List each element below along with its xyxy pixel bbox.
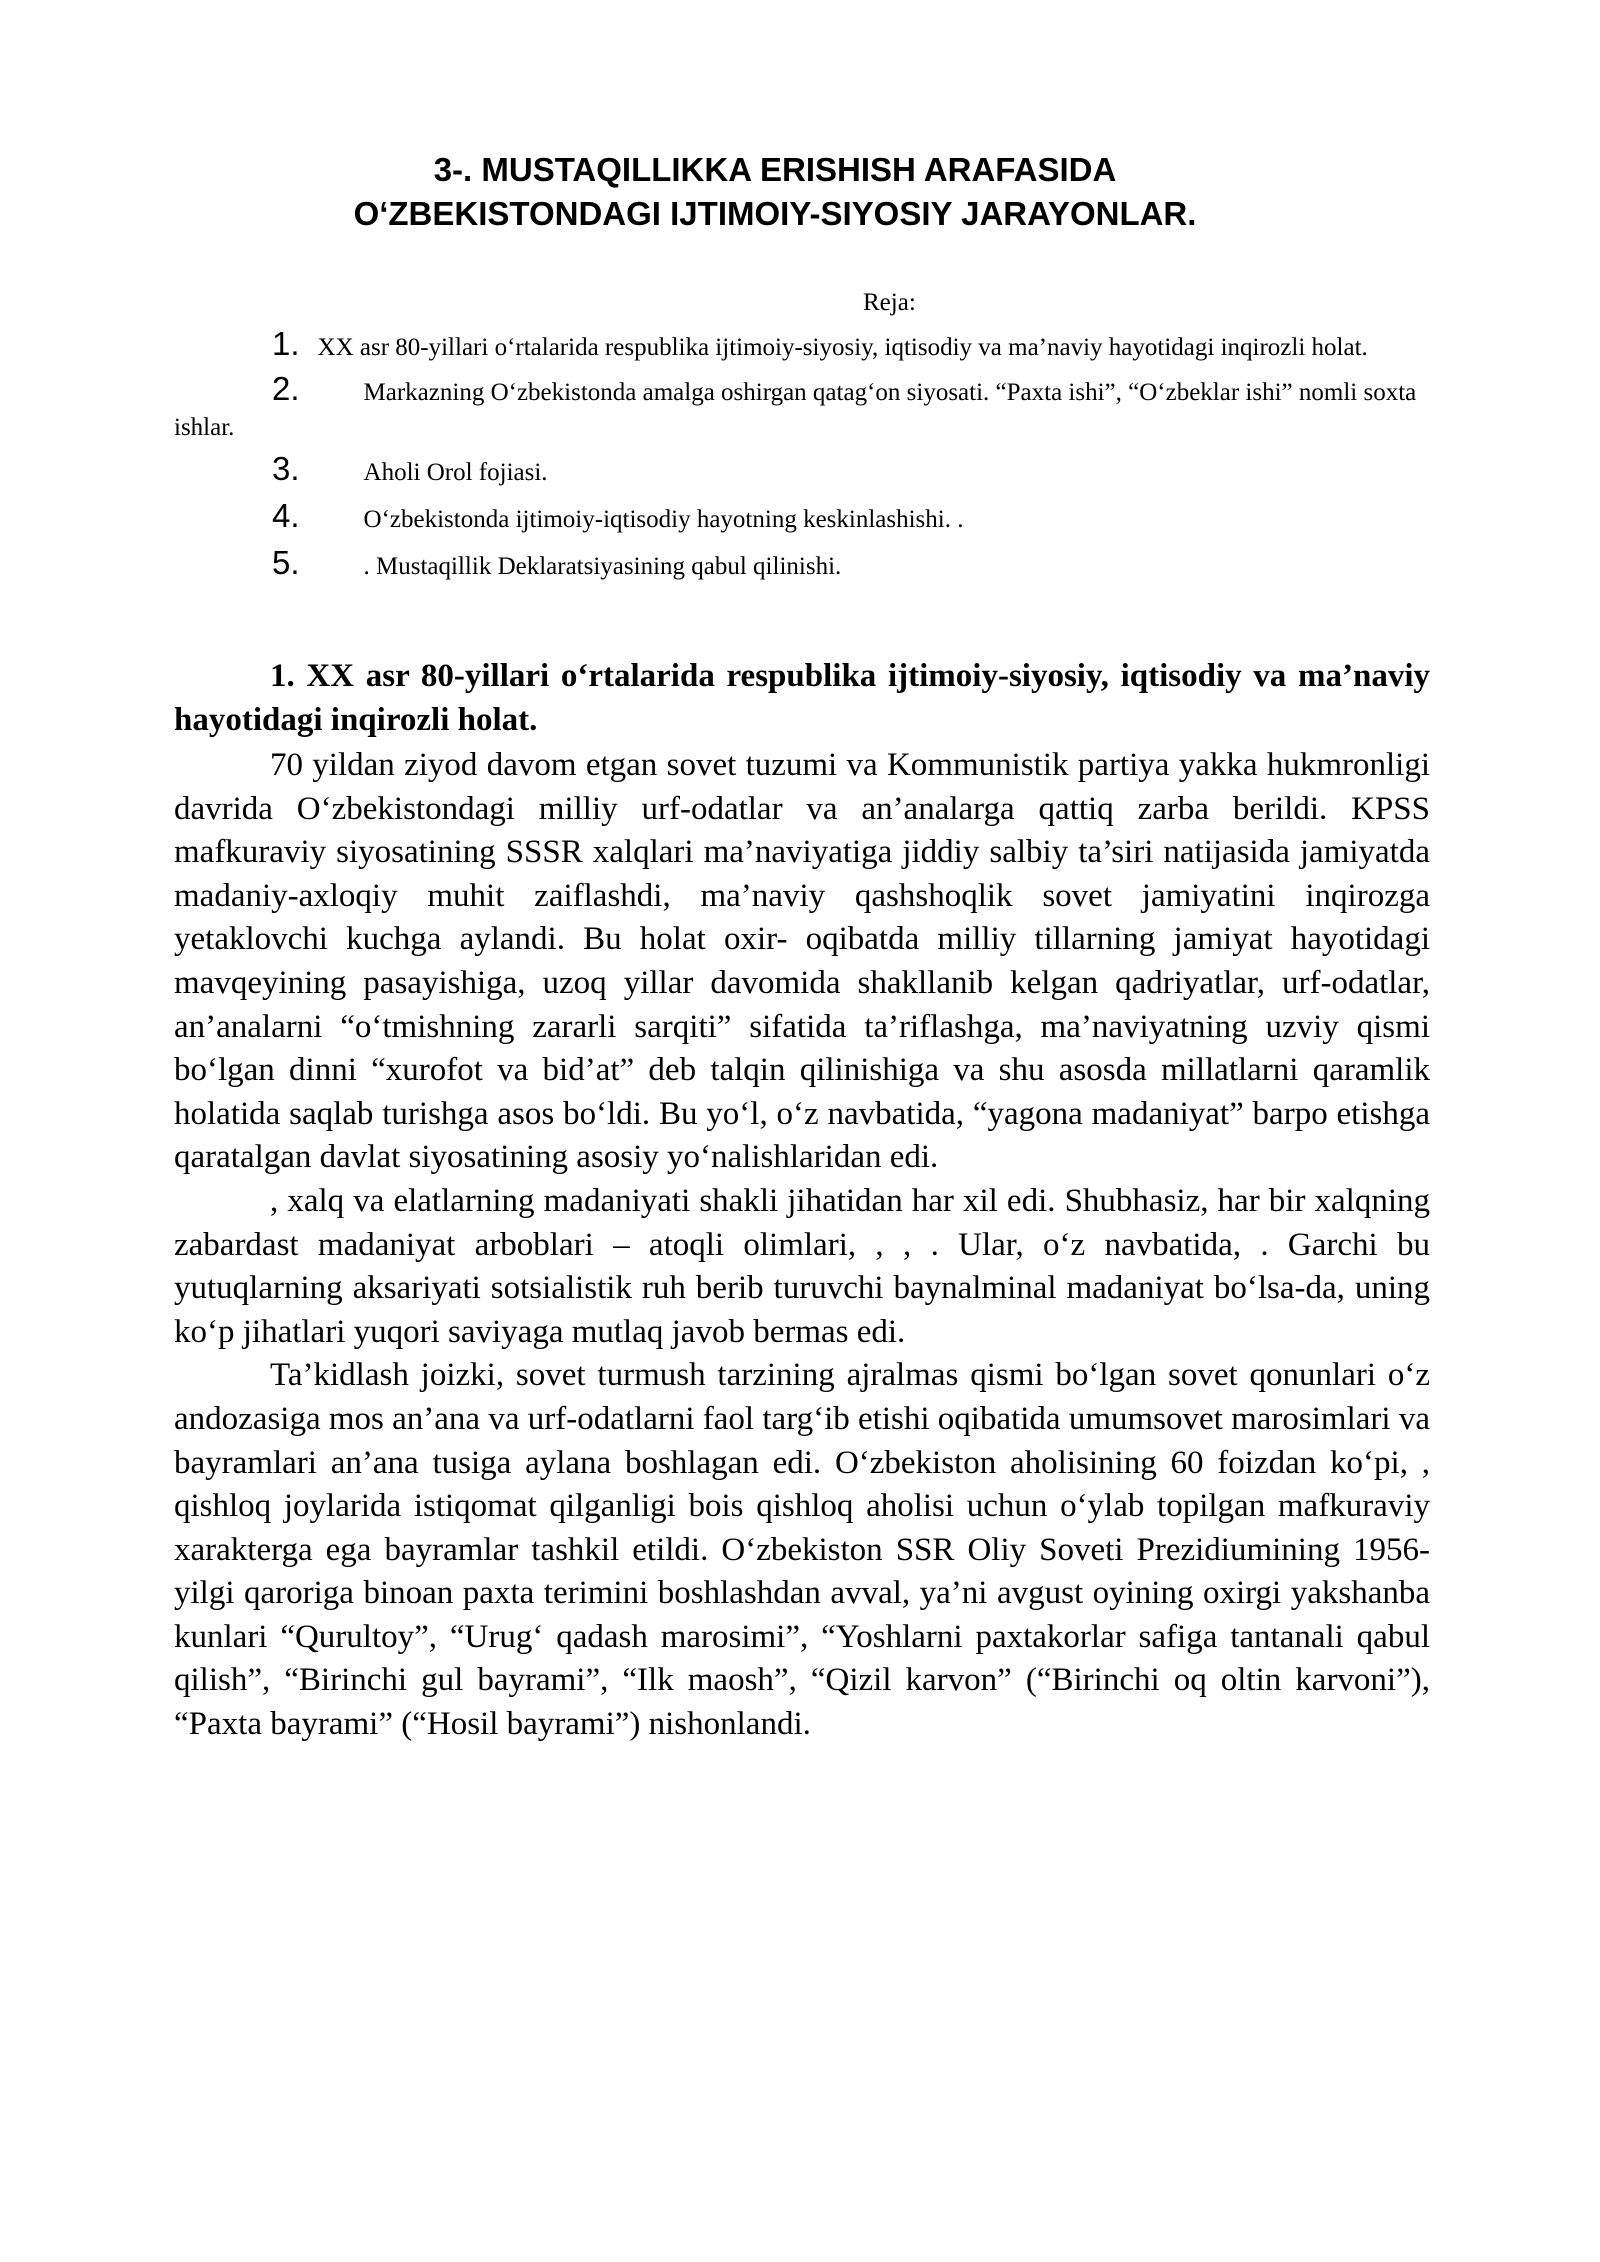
paragraph-3: Ta’kidlash joizki, sovet turmush tarzining ajralmas qismi bo‘lgan sovet qonunlari o‘z andozasiga mos an’ana va urf-odatlarni faol targ‘ib etishi oqibatida umumsovet marosimlari va bayramlari an’ana tusiga aylana boshlagan edi. O‘zbekiston aholisining 60 foizdan ko‘pi, , qishloq joylarida istiqomat qilganligi bois qishloq aholisi uchun o‘ylab topilgan mafkuraviy xarakterga ega bayramlar tashkil etildi. O‘zbekiston SSR Oliy Soveti Prezidiumining 1956-yilgi qaroriga binoan paxta terimini boshlashdan avval, ya’ni avgust oyining oxirgi yakshanba kunlari “Qurultoy”, “Urug‘ qadash marosimi”, “Yoshlarni paxtakorlar safiga tantanali qabul qilish”, “Birinchi gul bayrami”, “Ilk maosh”, “Qizil karvon” (“Birinchi oq oltin karvoni”), “Paxta bayrami” (“Hosil bayrami”) nishonlandi.: [174, 1357, 1430, 1743]
plan-item-text: . Mustaqillik Deklaratsiyasining qabul qilinishi.: [363, 553, 842, 580]
plan-item-number: 5.: [272, 544, 300, 581]
plan-item-number: 1.: [272, 325, 300, 362]
paragraph-2: , xalq va elatlarning madaniyati shakli jihatidan har xil edi. Shubhasiz, har bir xalqning zabardast madaniyat arboblari – atoqli olimlari, , , . Ular, o‘z navbatida, . Garchi bu yutuqlarning aksariyati sotsialistik ruh berib turuvchi baynalminal madaniyat bo‘lsa-da, uning ko‘p jihatlari yuqori saviyaga mutlaq javob bermas edi.: [174, 1182, 1430, 1350]
plan-item-number: 2.: [272, 370, 300, 407]
plan-item-1: [174, 326, 1419, 365]
paragraph-1: 70 yildan ziyod davom etgan sovet tuzumi va Kommunistik partiya yakka hukmronligi davrida O‘zbekistondagi milliy urf-odatlar va an’analarga qattiq zarba berildi. KPSS mafkuraviy siyosatining SSSR xalqlari ma’naviyatiga jiddiy salbiy ta’siri natijasida jamiyatda madaniy-axloqiy muhit zaiflashdi, ma’naviy qashshoqlik sovet jamiyatini inqirozga yetaklovchi kuchga aylandi. Bu holat oxir- oqibatda milliy tillarning jamiyat hayotidagi mavqeyining pasayishiga, uzoq yillar davomida shakllanib kelgan qadriyatlar, urf-odatlar, an’analarni “o‘tmishning zararli sarqiti” sifatida ta’riflashga, ma’naviyatning uzviy qismi bo‘lgan dinni “xurofot va bid’at” deb talqin qilinishiga va shu asosda millatlarni qaramlik holatida saqlab turishga asos bo‘ldi. Bu yo‘l, o‘z navbatida, “yagona madaniyat” barpo etishga qaratalgan davlat siyosatining asosiy yo‘nalishlaridan edi.: [174, 747, 1430, 1176]
plan-label: Reja:: [863, 289, 916, 316]
body-text: [174, 744, 1430, 1747]
title-line-2: O‘ZBEKISTONDAGI IJTIMOIY-SIYOSIY JARAYONLAR.: [353, 195, 1197, 232]
plan-item-4: [174, 498, 1419, 537]
plan-item-text: O‘zbekistonda ijtimoiy-iqtisodiy hayotning keskinlashishi. .: [363, 506, 964, 533]
document-title: [160, 148, 1390, 236]
plan-list: [174, 326, 1419, 592]
section-heading: [174, 654, 1430, 742]
plan-item-number: 4.: [272, 497, 300, 534]
plan-item-5: [174, 545, 1419, 584]
plan-item-3: [174, 451, 1419, 490]
plan-item-2: [174, 371, 1419, 445]
title-line-1: 3-. MUSTAQILLIKKA ERISHISH ARAFASIDA: [433, 151, 1117, 188]
plan-item-text: XX asr 80-yillari o‘rtalarida respublika ijtimoiy-siyosiy, iqtisodiy va ma’naviy hayotidagi inqirozli holat.: [317, 334, 1368, 361]
section-heading-text: 1. XX asr 80-yillari o‘rtalarida respublika ijtimoiy-siyosiy, iqtisodiy va ma’naviy hayotidagi inqirozli holat.: [174, 658, 1430, 738]
plan-item-text: Aholi Orol fojiasi.: [363, 459, 548, 486]
plan-item-number: 3.: [272, 450, 300, 487]
plan-item-text: Markazning O‘zbekistonda amalga oshirgan qatag‘on siyosati. “Paxta ishi”, “O‘zbeklar ishi” nomli soxta ishlar.: [174, 379, 1417, 441]
